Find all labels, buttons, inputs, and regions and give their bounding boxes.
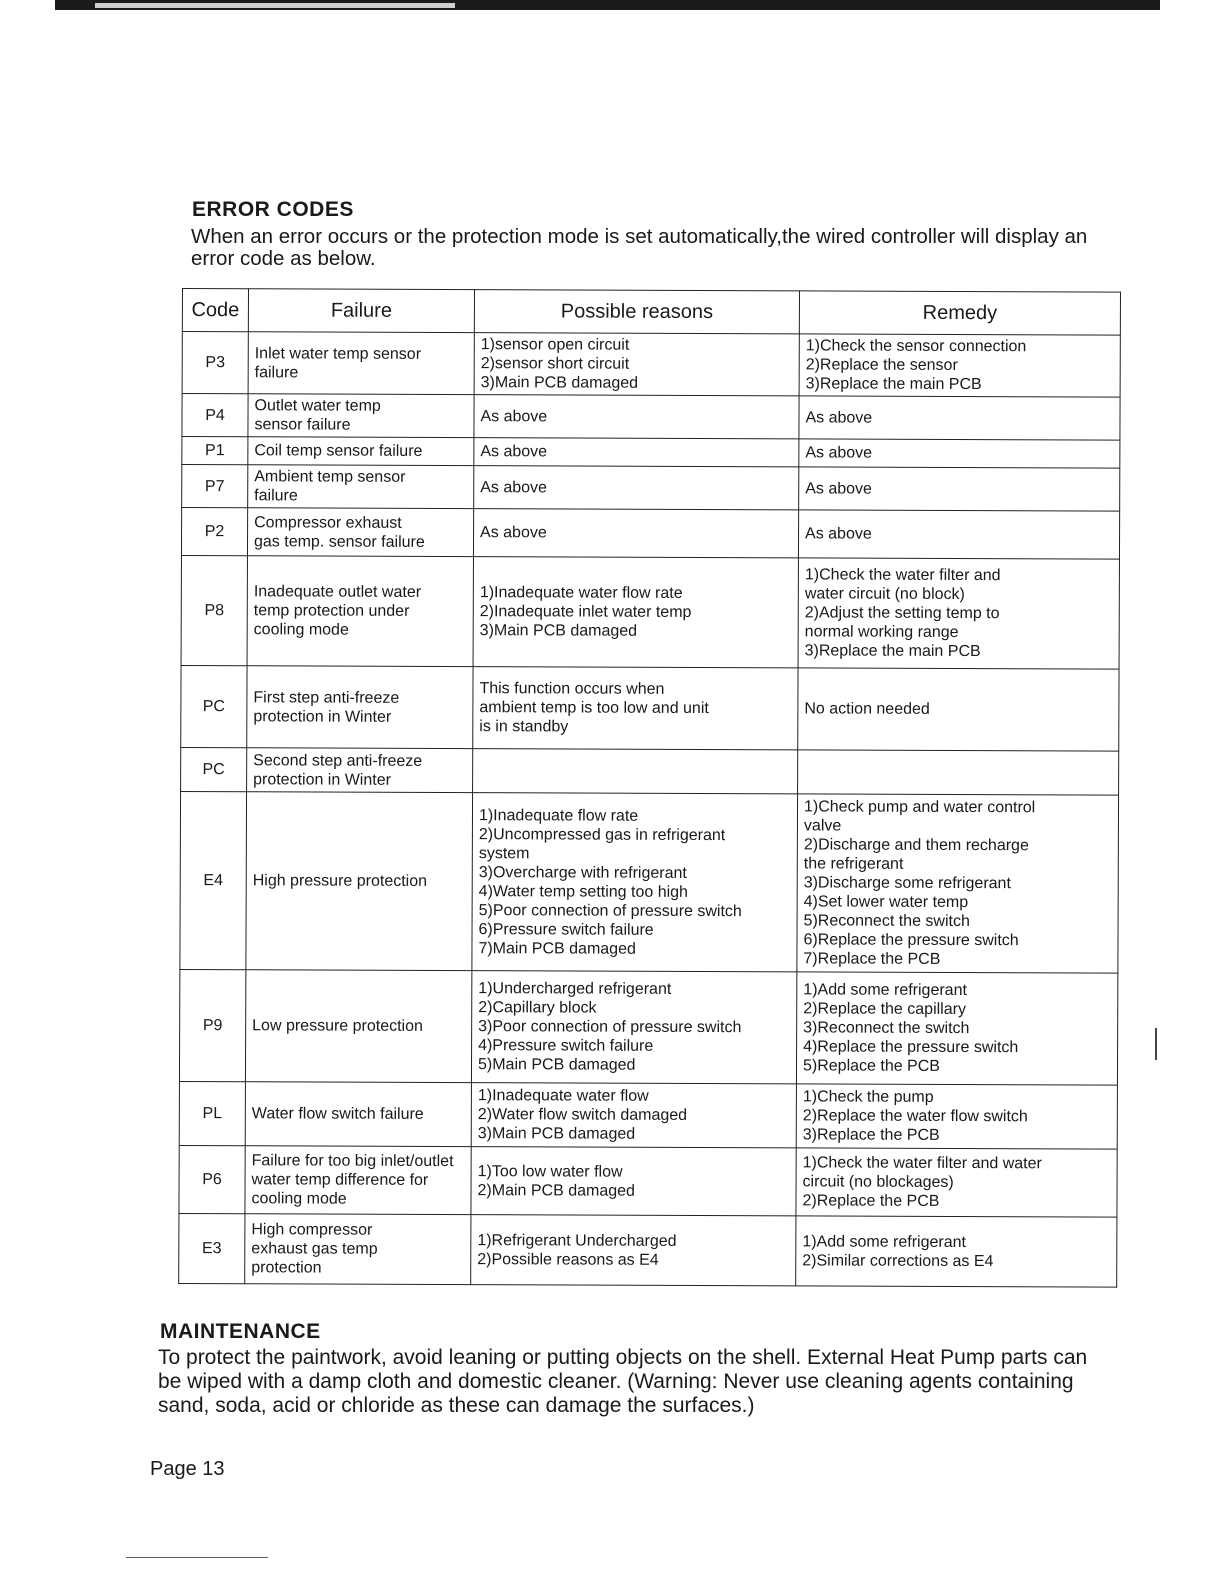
failure-cell: Failure for too big inlet/outlet water temp difference for cooling mode	[245, 1146, 471, 1215]
reasons-cell: 1)Too low water flow 2)Main PCB damaged	[471, 1147, 796, 1216]
code-cell: P7	[182, 465, 248, 508]
reasons-cell: 1)Inadequate water flow rate 2)Inadequate inlet water temp 3)Main PCB damaged	[473, 557, 798, 668]
code-cell: P4	[182, 394, 248, 437]
reasons-cell: As above	[474, 466, 799, 510]
column-header-remedy: Remedy	[799, 291, 1120, 335]
remedy-cell: 1)Add some refrigerant 2)Similar corrections as E4	[796, 1216, 1117, 1287]
code-cell: E4	[180, 791, 247, 969]
failure-cell: Water flow switch failure	[245, 1082, 471, 1147]
failure-cell: High pressure protection	[246, 792, 473, 971]
remedy-cell: 1)Check pump and water control valve 2)Discharge and them recharge the refrigerant 3)Discharge some refrigerant 4)Set lower water temp 5)Reconnect the switch 6)Replace the pressure switch 7)Replace the PCB	[797, 794, 1119, 973]
code-cell: E3	[179, 1213, 245, 1283]
code-cell: PC	[181, 747, 247, 791]
table-row	[181, 747, 1119, 795]
table-header-row	[182, 289, 1120, 336]
failure-cell: Low pressure protection	[245, 970, 471, 1083]
reasons-cell: 1)Inadequate flow rate 2)Uncompressed gas in refrigerant system 3)Overcharge with refrigerant 4)Water temp setting too high 5)Poor connection of pressure switch 6)Pressure switch failure 7)Main PCB damaged	[472, 793, 798, 972]
code-cell: P9	[179, 969, 245, 1081]
reasons-cell: 1)Inadequate water flow 2)Water flow switch damaged 3)Main PCB damaged	[471, 1083, 796, 1148]
error-codes-table	[178, 288, 1121, 1288]
error-codes-intro: When an error occurs or the protection mode is set automatically,the wired controller will display an error code as below.	[191, 225, 1088, 270]
scan-margin-mark	[1155, 1028, 1157, 1060]
code-cell: PC	[181, 665, 247, 747]
column-header-code: Code	[182, 289, 248, 332]
failure-cell: Inlet water temp sensor failure	[248, 332, 474, 395]
remedy-cell: 1)Check the sensor connection 2)Replace the sensor 3)Replace the main PCB	[799, 334, 1120, 397]
failure-cell: Coil temp sensor failure	[248, 437, 474, 466]
table-row	[179, 1145, 1117, 1217]
remedy-cell: 1)Check the water filter and water circuit (no block) 2)Adjust the setting temp to normal working range 3)Replace the main PCB	[798, 558, 1119, 669]
reasons-cell: This function occurs when ambient temp is too low and unit is in standby	[473, 667, 798, 750]
table-row	[179, 1081, 1117, 1149]
remedy-cell	[798, 750, 1119, 795]
scan-top-border-highlight	[95, 3, 455, 8]
remedy-cell: As above	[799, 396, 1120, 440]
table-row	[181, 508, 1119, 560]
remedy-cell: No action needed	[798, 668, 1119, 751]
remedy-cell: As above	[799, 467, 1120, 511]
table-row	[181, 665, 1119, 751]
code-cell: P3	[182, 332, 248, 394]
failure-cell: Ambient temp sensor failure	[248, 465, 474, 509]
reasons-cell: 1)Undercharged refrigerant 2)Capillary block 3)Poor connection of pressure switch 4)Pressure switch failure 5)Main PCB damaged	[471, 971, 796, 1084]
table-row	[181, 555, 1119, 669]
code-cell: P1	[182, 437, 248, 465]
remedy-cell: As above	[798, 510, 1119, 559]
table-row	[182, 332, 1120, 398]
remedy-cell: 1)Check the pump 2)Replace the water flow switch 3)Replace the PCB	[796, 1084, 1117, 1149]
remedy-cell: 1)Check the water filter and water circuit (no blockages) 2)Replace the PCB	[796, 1148, 1117, 1217]
table-row	[180, 791, 1119, 973]
reasons-cell	[473, 749, 798, 794]
error-codes-heading: ERROR CODES	[192, 198, 354, 221]
code-cell: P6	[179, 1145, 245, 1213]
failure-cell: First step anti-freeze protection in Winter	[247, 666, 473, 749]
reasons-cell: As above	[474, 438, 799, 467]
code-cell: PL	[179, 1081, 245, 1145]
remedy-cell: As above	[799, 439, 1120, 468]
page-number: Page 13	[150, 1458, 225, 1480]
footer-rule	[126, 1557, 268, 1558]
reasons-cell: 1)sensor open circuit 2)sensor short circuit 3)Main PCB damaged	[474, 333, 799, 396]
maintenance-text: To protect the paintwork, avoid leaning or putting objects on the shell. External Heat Pump parts can be wiped with a damp cloth and domestic cleaner. (Warning: Never use cleaning agents containing sand, soda, acid or chloride as these can damage the surfaces.)	[158, 1346, 1088, 1417]
table-row	[182, 465, 1120, 512]
failure-cell: Second step anti-freeze protection in Winter	[247, 748, 473, 793]
reasons-cell: As above	[473, 509, 798, 558]
table-row	[179, 1213, 1117, 1287]
column-header-failure: Failure	[248, 289, 474, 333]
table-row	[182, 437, 1120, 469]
table-row	[182, 394, 1120, 441]
code-cell: P2	[181, 508, 247, 556]
maintenance-heading: MAINTENANCE	[160, 1320, 321, 1343]
reasons-cell: 1)Refrigerant Undercharged 2)Possible reasons as E4	[471, 1215, 796, 1286]
failure-cell: High compressor exhaust gas temp protection	[245, 1214, 471, 1285]
column-header-possible-reasons: Possible reasons	[474, 290, 799, 334]
table-row	[179, 969, 1117, 1085]
code-cell: P8	[181, 555, 247, 665]
reasons-cell: As above	[474, 395, 799, 439]
remedy-cell: 1)Add some refrigerant 2)Replace the capillary 3)Reconnect the switch 4)Replace the pressure switch 5)Replace the PCB	[796, 972, 1117, 1085]
failure-cell: Inadequate outlet water temp protection under cooling mode	[247, 556, 473, 667]
failure-cell: Compressor exhaust gas temp. sensor failure	[247, 508, 473, 557]
failure-cell: Outlet water temp sensor failure	[248, 394, 474, 438]
